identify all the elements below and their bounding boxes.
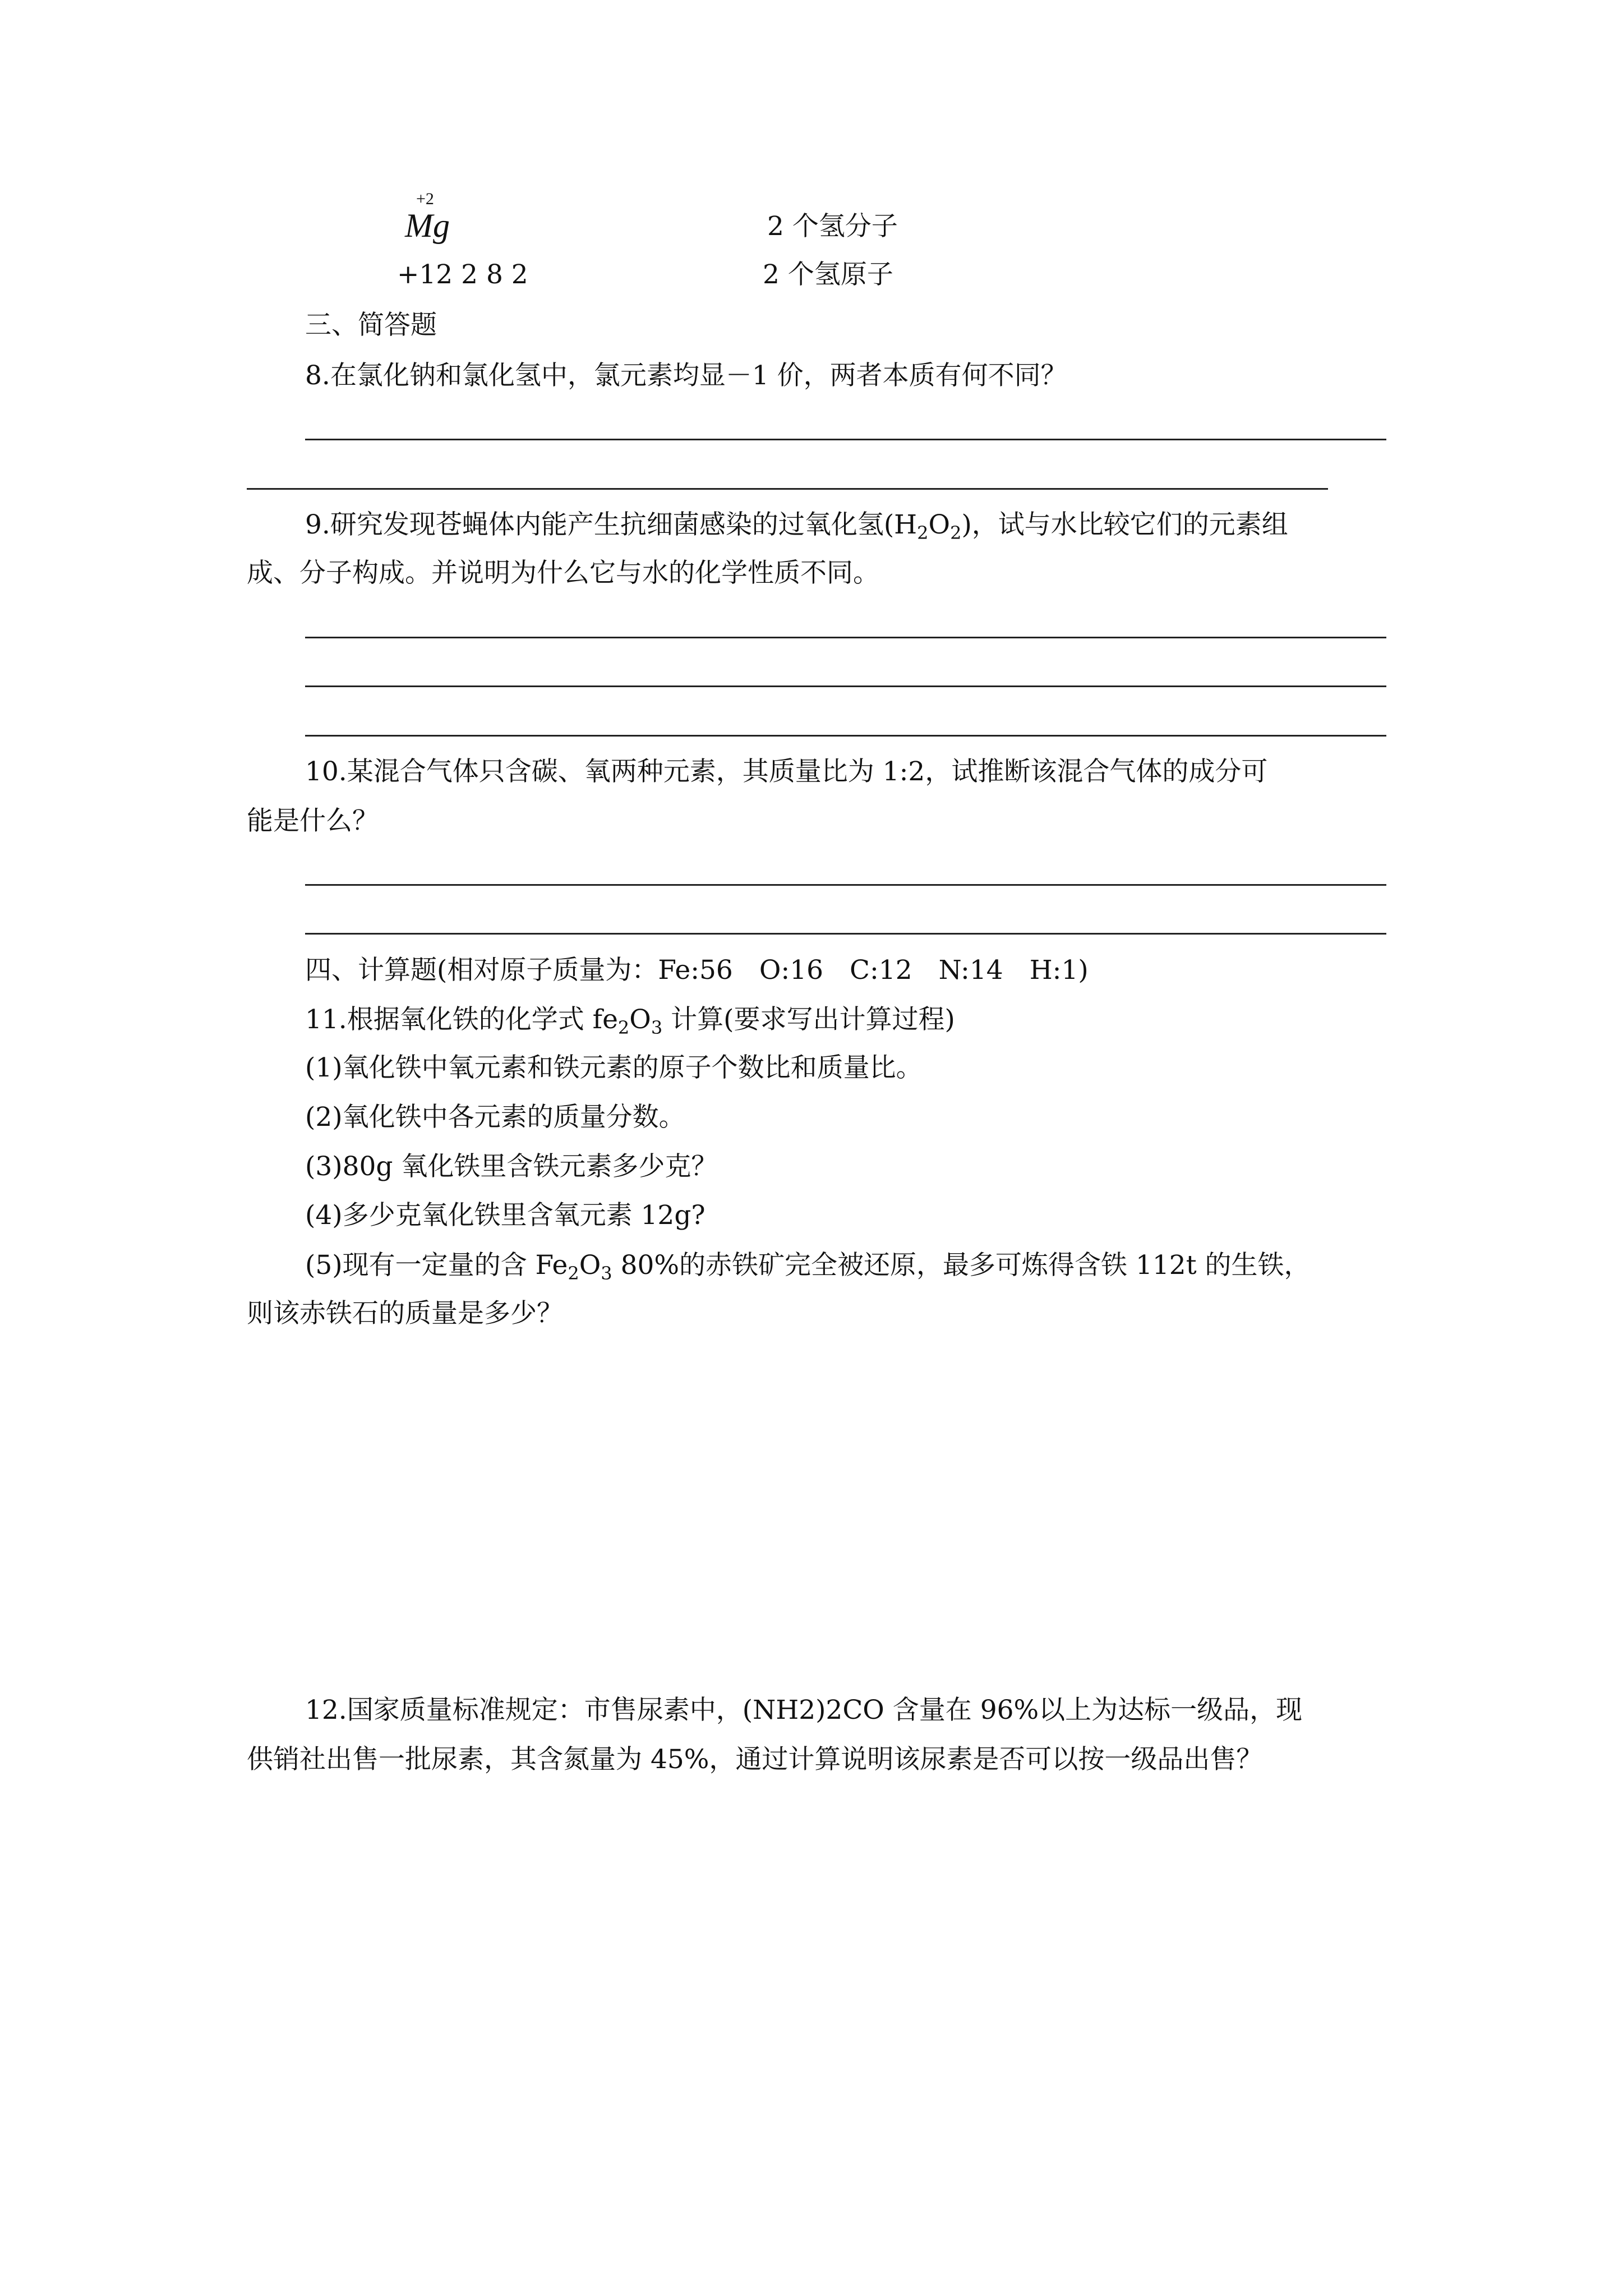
section-3-heading: 三、简答题: [305, 310, 437, 341]
question-12-line-1: 12.国家质量标准规定：市售尿素中，(NH2)2CO 含量在 96%以上为达标一级品，现: [305, 1695, 1303, 1726]
question-11-part-1: (1)氧化铁中氧元素和铁元素的原子个数比和质量比。: [305, 1052, 923, 1083]
answer-line: [305, 735, 1386, 737]
answer-line: [305, 884, 1386, 886]
question-9-line-1: 9.研究发现苍蝇体内能产生抗细菌感染的过氧化氢$(H_2O_2)$，试与水比较它们的元素组: [305, 509, 1288, 544]
mg-symbol: Mg: [405, 207, 450, 244]
answer-line: [305, 439, 1386, 440]
question-10-line-2: 能是什么？: [247, 806, 379, 836]
question-11-part-3: (3)80g 氧化铁里含铁元素多少克？: [305, 1151, 718, 1182]
answer-line: [305, 637, 1386, 638]
mg-valence-charge: +2: [416, 190, 434, 208]
question-12-line-2: 供销社出售一批尿素，其含氮量为 45%，通过计算说明该尿素是否可以按一级品出售？: [247, 1744, 1263, 1775]
question-8: 8.在氯化钠和氯化氢中，氯元素均显－1 价，两者本质有何不同？: [305, 360, 1067, 391]
question-9-line-2: 成、分子构成。并说明为什么它与水的化学性质不同。: [247, 558, 879, 588]
question-10-line-1: 10.某混合气体只含碳、氧两种元素，其质量比为 1:2，试推断该混合气体的成分可: [305, 756, 1268, 787]
mg-atomic-structure: +12 2 8 2: [397, 259, 528, 290]
question-11-part-4: (4)多少克氧化铁里含氧元素 12g?: [305, 1200, 706, 1231]
question-11-part-5-line-2: 则该赤铁石的质量是多少？: [247, 1298, 563, 1329]
answer-line: [305, 685, 1386, 687]
answer-line: [305, 933, 1386, 935]
hydrogen-atoms-label: 2 个氢原子: [763, 259, 893, 290]
section-4-heading: 四、计算题(相对原子质量为：Fe:56 O:16 C:12 N:14 H:1): [305, 955, 1089, 986]
question-11: 11.根据氧化铁的化学式 $fe_2O_3$ 计算(要求写出计算过程): [305, 1004, 955, 1038]
question-11-part-2: (2)氧化铁中各元素的质量分数。: [305, 1102, 685, 1133]
question-11-part-5-line-1: (5)现有一定量的含 $Fe_2O_3$ 80%的赤铁矿完全被还原，最多可炼得含铁 112t 的生铁，: [305, 1250, 1311, 1284]
answer-line: [247, 488, 1328, 490]
hydrogen-molecules-label: 2 个氢分子: [767, 211, 898, 242]
